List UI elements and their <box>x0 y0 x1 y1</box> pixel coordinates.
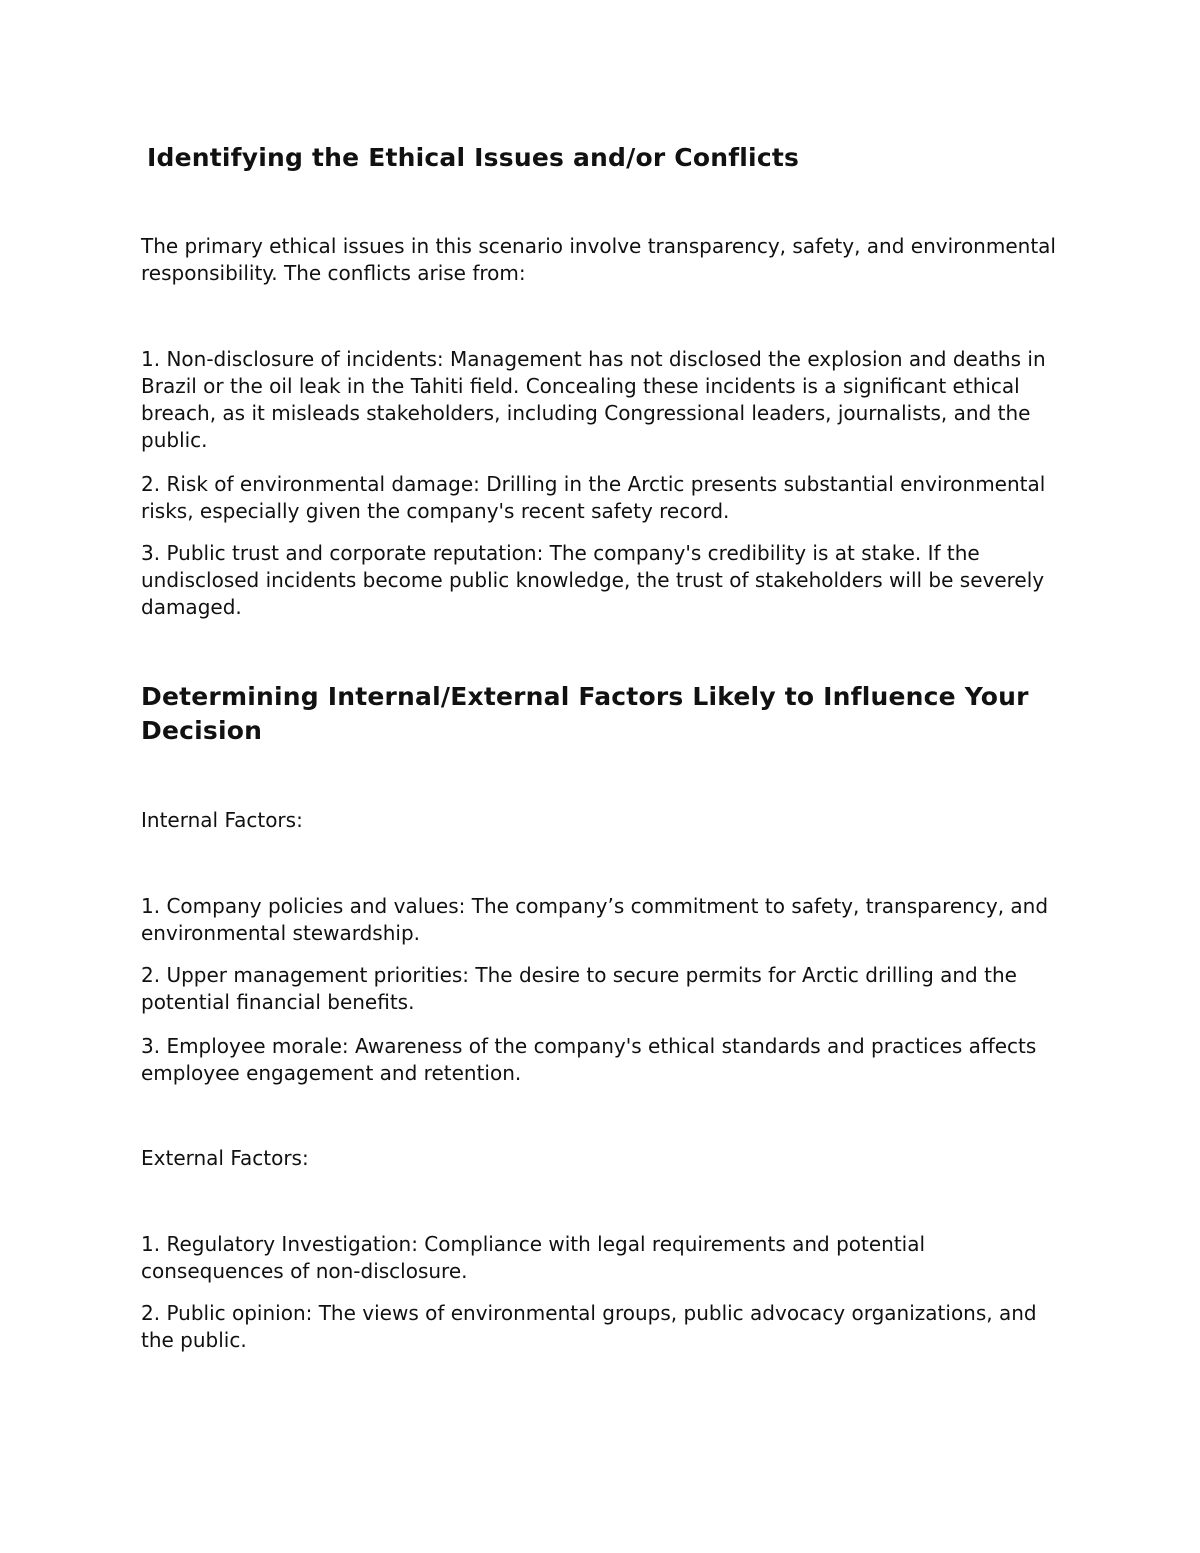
list-item: 2. Upper management priorities: The desire to secure permits for Arctic drilling and the potential financial benefits. <box>141 963 1017 1014</box>
internal-factors-label: Internal Factors: <box>141 808 303 832</box>
section-heading-factors: Determining Internal/External Factors Likely to Influence Your Decision <box>141 682 1029 745</box>
list-item: 1. Regulatory Investigation: Compliance with legal requirements and potential consequences of non-disclosure. <box>141 1232 926 1283</box>
external-factors-label: External Factors: <box>141 1146 309 1170</box>
section-heading-ethical-issues: Identifying the Ethical Issues and/or Conflicts <box>147 143 800 172</box>
list-item: 2. Public opinion: The views of environmental groups, public advocacy organizations, and the public. <box>141 1301 1037 1352</box>
list-item: 3. Public trust and corporate reputation: The company's credibility is at stake. If the undisclosed incidents become public knowledge, the trust of stakeholders will be severely damaged. <box>141 541 1045 619</box>
list-item: 1. Non-disclosure of incidents: Management has not disclosed the explosion and deaths in Brazil or the oil leak in the Tahiti field. Concealing these incidents is a significant ethical breach, as it misleads stakeholders, including Congressional leaders, journalists, and the public. <box>141 347 1046 452</box>
list-item: 2. Risk of environmental damage: Drilling in the Arctic presents substantial environmental risks, especially given the company's recent safety record. <box>141 472 1046 523</box>
list-item: 3. Employee morale: Awareness of the company's ethical standards and practices affects employee engagement and retention. <box>141 1034 1037 1085</box>
section-intro-paragraph: The primary ethical issues in this scenario involve transparency, safety, and environmental responsibility. The conflicts arise from: <box>141 234 1056 285</box>
list-item: 1. Company policies and values: The company’s commitment to safety, transparency, and environmental stewardship. <box>141 894 1049 945</box>
